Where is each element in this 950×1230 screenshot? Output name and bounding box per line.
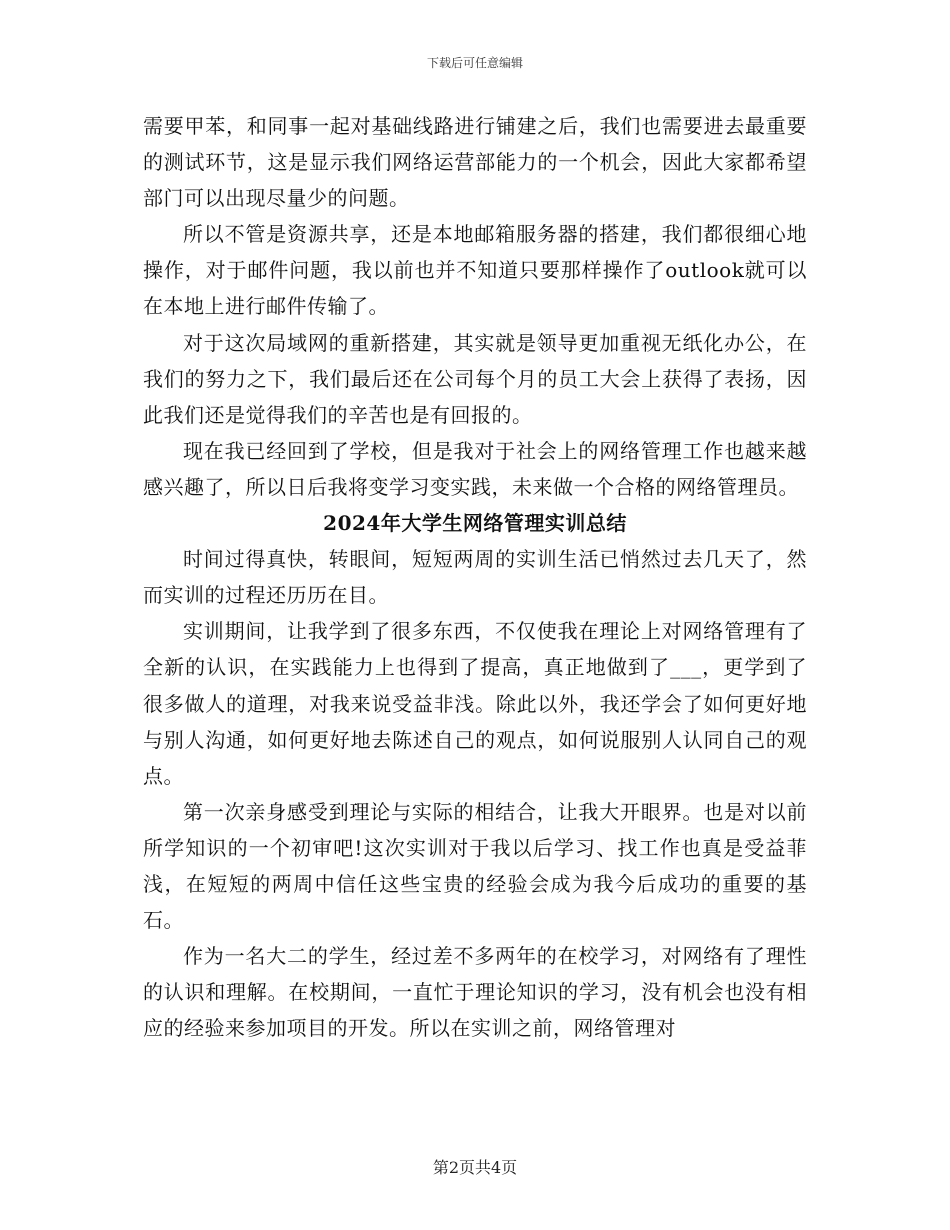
document-body (143, 108, 807, 1046)
paragraph: 需要甲苯，和同事一起对基础线路进行铺建之后，我们也需要进去最重要的测试环节，这是显示我们网络运营部能力的一个机会，因此大家都希望部门可以出现尽量少的问题。 (143, 114, 807, 211)
paragraph: 实训期间，让我学到了很多东西，不仅使我在理论上对网络管理有了全新的认识，在实践能力上也得到了提高，真正地做到了___，更学到了很多做人的道理，对我来说受益非浅。除此以外，我还学会了如何更好地与别人沟通，如何更好地去陈述自己的观点，如何说服别人认同自己的观点。 (143, 619, 807, 788)
paragraph: 第一次亲身感受到理论与实际的相结合，让我大开眼界。也是对以前所学知识的一个初审吧!这次实训对于我以后学习、找工作也真是受益菲浅，在短短的两周中信任这些宝贵的经验会成为我今后成功的重要的基石。 (143, 799, 807, 933)
paragraph: 时间过得真快，转眼间，短短两周的实训生活已悄然过去几天了，然而实训的过程还历历在目。 (143, 547, 807, 608)
header-note: 下载后可任意编辑 (426, 56, 523, 70)
section-title: 2024年大学生网络管理实训总结 (323, 511, 627, 536)
paragraph: 作为一名大二的学生，经过差不多两年的在校学习，对网络有了理性的认识和理解。在校期间，一直忙于理论知识的学习，没有机会也没有相应的经验来参加项目的开发。所以在实训之前，网络管理对 (143, 944, 807, 1041)
paragraph: 对于这次局域网的重新搭建，其实就是领导更加重视无纸化办公，在我们的努力之下，我们最后还在公司每个月的员工大会上获得了表扬，因此我们还是觉得我们的辛苦也是有回报的。 (143, 330, 807, 427)
paragraph: 所以不管是资源共享，还是本地邮箱服务器的搭建，我们都很细心地操作，对于邮件问题，我以前也并不知道只要那样操作了outlook就可以在本地上进行邮件传输了。 (143, 222, 807, 319)
page-number: 第2页共4页 (432, 1158, 518, 1177)
paragraph: 现在我已经回到了学校，但是我对于社会上的网络管理工作也越来越感兴趣了，所以日后我将变学习变实践，未来做一个合格的网络管理员。 (143, 438, 807, 499)
